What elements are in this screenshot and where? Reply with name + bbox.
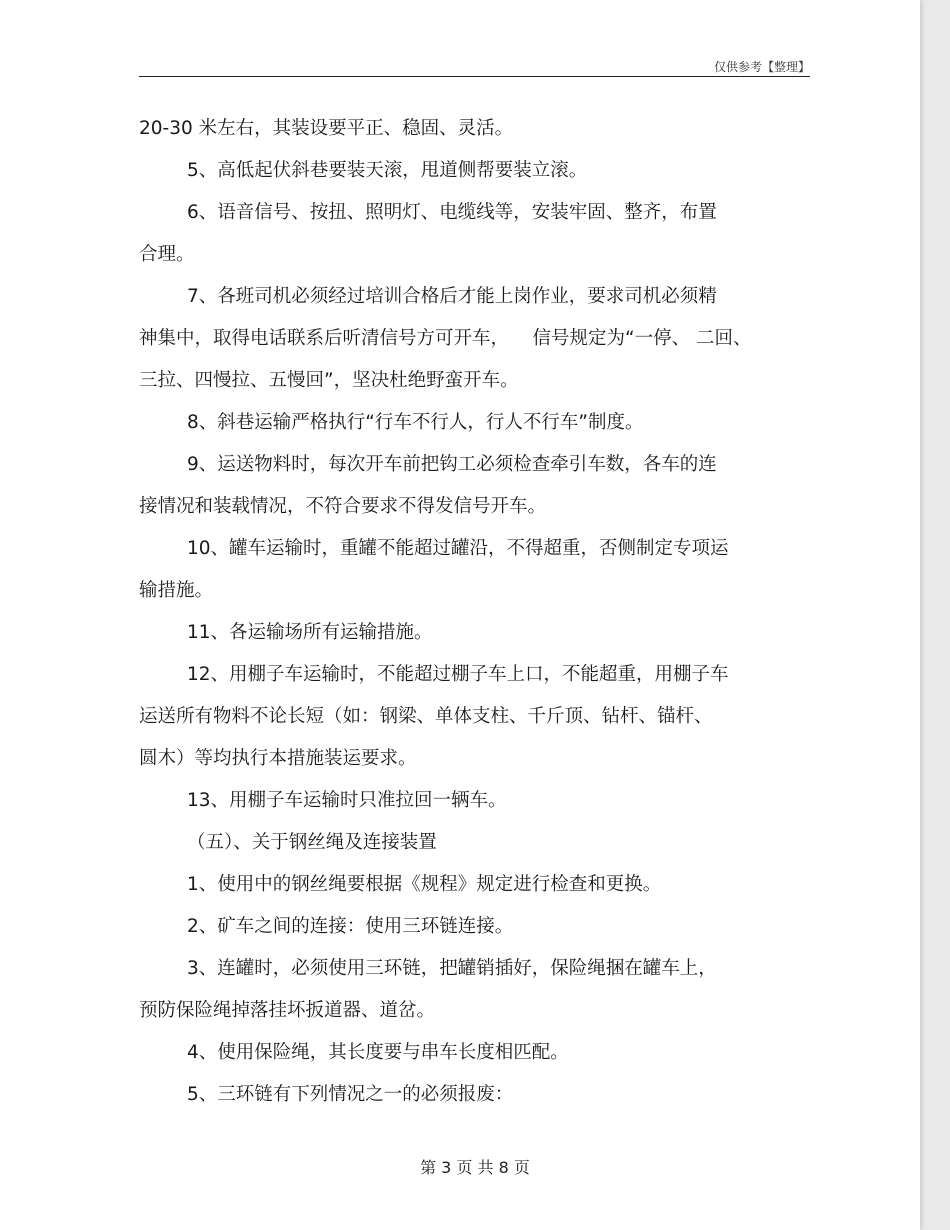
- text-line: 圆木）等均执行本措施装运要求。: [139, 748, 417, 769]
- text-line: 6、语音信号、按扭、照明灯、电缆线等，安装牢固、整齐，布置: [187, 202, 717, 223]
- text-line: 1、使用中的钢丝绳要根据《规程》规定进行检查和更换。: [187, 874, 662, 895]
- text-line: 神集中，取得电话联系后听清信号方可开车， 信号规定为“一停、 二回、: [139, 328, 752, 349]
- text-line: 13、用棚子车运输时只准拉回一辆车。: [187, 790, 507, 811]
- text-line: 运送所有物料不论长短（如：钢梁、单体支柱、千斤顶、钻杆、锚杆、: [139, 706, 713, 727]
- text-line: 7、各班司机必须经过培训合格后才能上岗作业，要求司机必须精: [187, 286, 717, 307]
- text-line: 12、用棚子车运输时，不能超过棚子车上口，不能超重，用棚子车: [187, 664, 729, 685]
- text-line: 接情况和装载情况，不符合要求不得发信号开车。: [139, 496, 547, 517]
- text-line: 输措施。: [139, 580, 214, 601]
- text-line: （五）、关于钢丝绳及连接装置: [187, 832, 437, 853]
- text-line: 5、三环链有下列情况之一的必须报废：: [187, 1084, 514, 1105]
- text-line: 4、使用保险绳，其长度要与串车长度相匹配。: [187, 1042, 569, 1063]
- text-line: 8、斜巷运输严格执行“行车不行人，行人不行车”制度。: [187, 412, 644, 433]
- text-line: 9、运送物料时，每次开车前把钩工必须检查牵引车数，各车的连: [187, 454, 717, 475]
- document-body: [139, 108, 819, 1116]
- text-line: 5、高低起伏斜巷要装天滚，甩道侧帮要装立滚。: [187, 160, 588, 181]
- text-line: 三拉、四慢拉、五慢回”，坚决杜绝野蛮开车。: [139, 370, 519, 391]
- text-line: 合理。: [139, 244, 195, 265]
- text-line: 10、罐车运输时，重罐不能超过罐沿，不得超重，否侧制定专项运: [187, 538, 729, 559]
- text-line: 11、各运输场所有运输措施。: [187, 622, 433, 643]
- text-line: 3、连罐时，必须使用三环链，把罐销插好，保险绳捆在罐车上，: [187, 958, 717, 979]
- page-footer: 第 3 页 共 8 页: [420, 1158, 530, 1177]
- page-header: 仅供参考【整理】: [713, 60, 810, 74]
- text-line: 20-30 米左右，其装设要平正、稳固、灵活。: [139, 118, 514, 139]
- header-divider: [139, 76, 810, 77]
- text-line: 2、矿车之间的连接：使用三环链连接。: [187, 916, 514, 937]
- text-line: 预防保险绳掉落挂坏扳道器、道岔。: [139, 1000, 436, 1021]
